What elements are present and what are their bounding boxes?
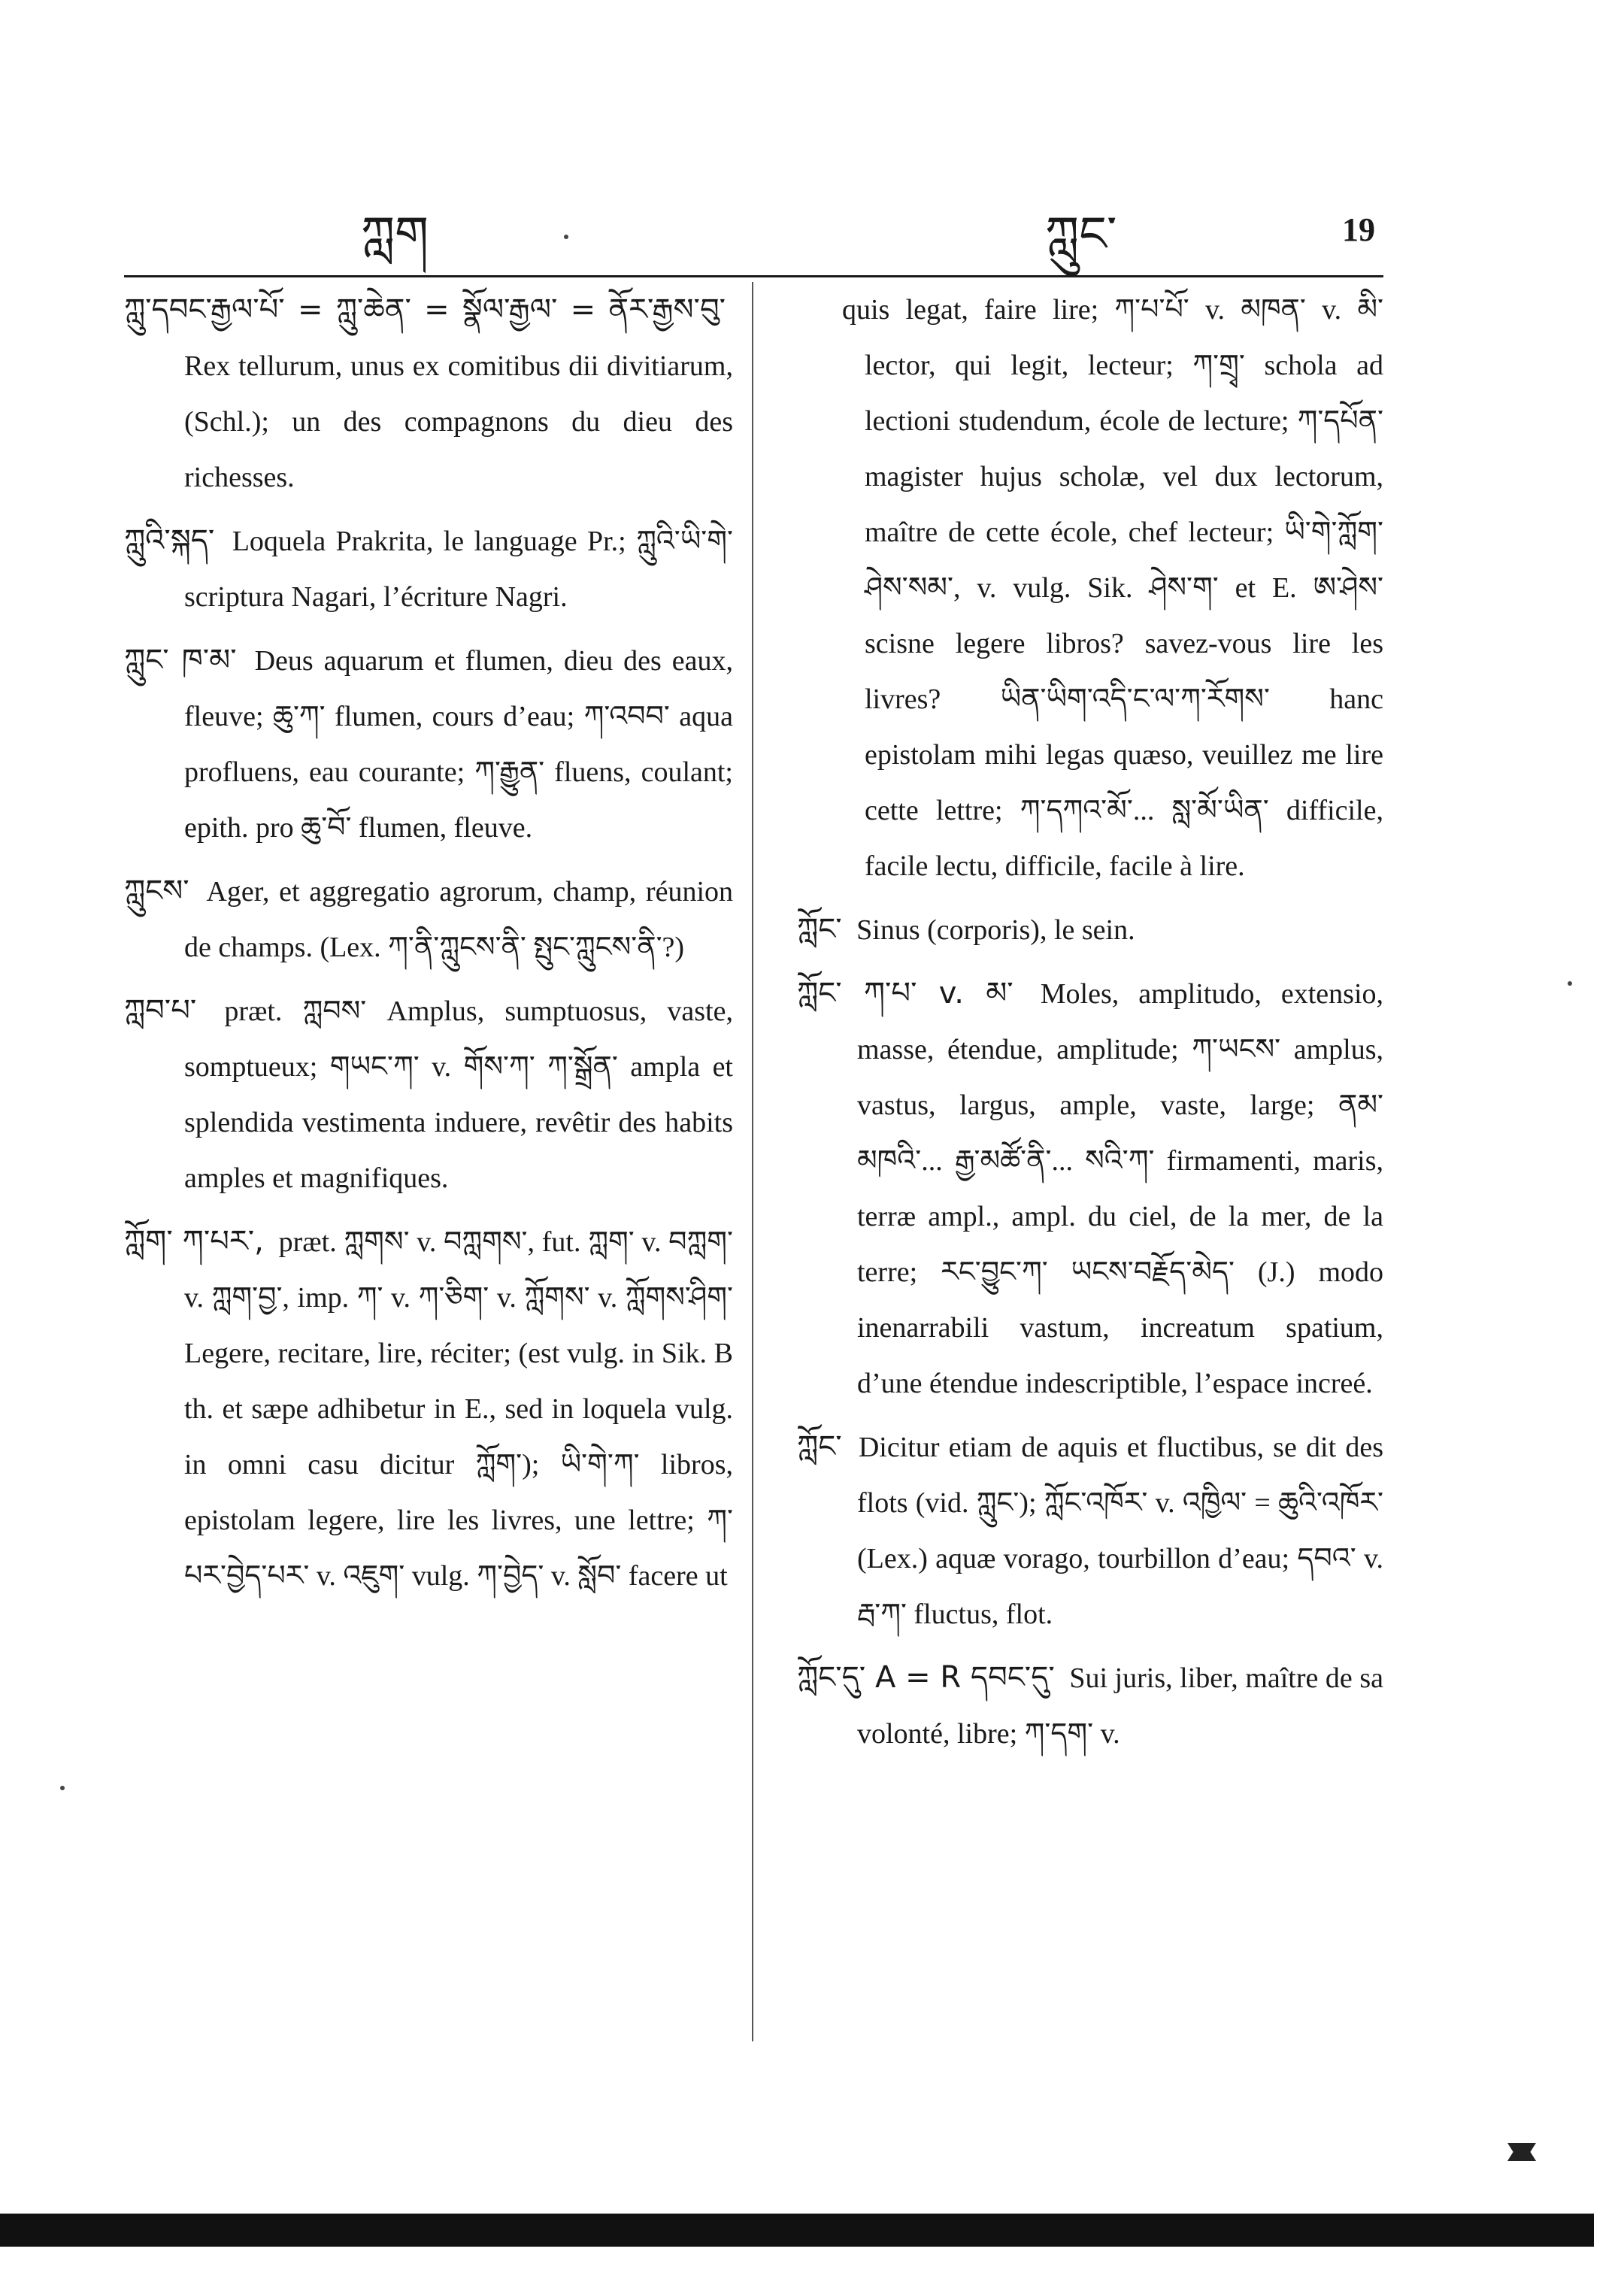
entry-text: Deus aquarum et flumen, dieu des eaux, fleuve; ཆུ་ཀ་ flumen, cours d’eau; ཀ་འབབ་ aqua profluens, eau courante; ཀ་རྒྱུན་ fluens, coulant; epith. pro ཆུ་བོ་ flumen, fleuve. xyxy=(184,645,733,844)
dictionary-entry xyxy=(797,965,1383,1411)
right-running-headword: ཀླུང་ xyxy=(1045,207,1117,262)
page-header xyxy=(0,180,1624,278)
dictionary-entry-continuation xyxy=(797,282,1383,894)
right-column xyxy=(797,282,1383,1769)
scan-bottom-bar xyxy=(0,2214,1594,2247)
page-number: 19 xyxy=(1342,211,1375,248)
dictionary-entry xyxy=(124,1214,733,1604)
dictionary-entry xyxy=(124,282,733,505)
dictionary-entry xyxy=(797,902,1383,958)
dictionary-entry xyxy=(797,1650,1383,1762)
entry-text: præt. ཀླགས་ v. བཀླགས་, fut. ཀླག་ v. བཀླག་ v. ཀླག་བྱ་, imp. ཀ་ v. ཀ་ཅིག་ v. ཀློགས་ v. ཀློགས་ཤིག་ Legere, recitare, lire, réciter; (est vulg. in Sik. B th. et sæpe adhibetur in E., sed in loquela vulg. in omni casu dicitur ཀློག་); ཡི་གེ་ཀ་ libros, epistolam legere, lire les livres, une lettre; ཀ་པར་བྱེད་པར་ v. འཇུག་ vulg. ཀ་བྱེད་ v. སློབ་ facere ut xyxy=(184,1226,734,1592)
entry-lemma: ཀླུ་དབང་རྒྱལ་པོ་ = ཀླུ་ཆེན་ = སྣོལ་རྒྱལ་ = ནོར་རྒྱས་བུ་ xyxy=(124,292,726,327)
entry-lemma: ཀློང་ ཀ་པ་ v. མ་ xyxy=(797,976,1013,1011)
entry-lemma: ཀློག་ ཀ་པར་, xyxy=(124,1224,264,1259)
entry-lemma: ཀླུའི་སྐད་ xyxy=(124,523,215,558)
entry-text: Dicitur etiam de aquis et fluctibus, se dit des flots (vid. ཀླུང་); ཀློང་འཁོར་ v. འཁྱིལ་ = ཆུའི་འཁོར་ (Lex.) aquæ vorago, tourbillon d’eau; དབའ་ v. རྦ་ཀ་ fluctus, flot. xyxy=(857,1432,1384,1630)
entry-lemma: ཀློང་དུ་ A = R དབང་དུ་ xyxy=(797,1660,1055,1695)
dictionary-entry xyxy=(797,1419,1383,1642)
print-speck xyxy=(564,235,568,239)
entry-text: Loquela Prakrita, le language Pr.; ཀླུའི་ཡི་གེ་ scriptura Nagari, l’écriture Nagri. xyxy=(184,526,734,613)
entry-lemma: ཀླུངས་ xyxy=(124,874,189,908)
entry-lemma: ཀློང་ xyxy=(797,912,842,947)
dictionary-entry xyxy=(124,983,733,1206)
dictionary-entry xyxy=(124,863,733,975)
entry-text: præt. ཀླབས་ Amplus, sumptuosus, vaste, somptueux; གཡང་ཀ་ v. གོས་ཀ་ ཀ་སྒྲོན་ ampla et splendida vestimenta induere, revêtir des habits amples et magnifiques. xyxy=(184,996,733,1194)
entry-text: Sui juris, liber, maître de sa volonté, libre; ཀ་དག་ v. xyxy=(857,1662,1383,1750)
entry-lemma: ཀླུང་ ཁ་མ་ xyxy=(124,643,237,677)
entry-text: quis legat, faire lire; ཀ་པ་པོ་ v. མཁན་ v. མི་ lector, qui legit, lecteur; ཀ་གྲྭ་ schola ad lectioni studendum, école de lecture; ཀ་དཔོན་ magister hujus scholæ, vel dux lectorum, maître de cette école, chef lecteur; ཡི་གེ་ཀློག་ཤེས་སམ་, v. vulg. Sik. ཤེས་ག་ et E. ཨ་ཤེས་ scisne legere libros? savez-vous lire les livres? ཡིན་ཡིག་འདི་ང་ལ་ཀ་རོགས་ hanc epistolam mihi legas quæso, veuillez me lire cette lettre; ཀ་དཀའ་མོ་... སླ་མོ་ཡིན་ difficile, facile lectu, difficile, facile à lire. xyxy=(842,294,1383,882)
printer-mark-icon xyxy=(1507,2143,1536,2161)
entry-text: Moles, amplitudo, extensio, masse, étendue, amplitude; ཀ་ཡངས་ amplus, vastus, largus, ample, vaste, large; ནམ་མཁའི་... རྒྱ་མཚོ་ནི་... སའི་ཀ་ firmamenti, maris, terræ ampl., ampl. du ciel, de la mer, de la terre; རང་བྱུང་ཀ་ ཡངས་བརྗོད་མེད་ (J.) modo inenarrabili vastum, increatum spatium, d’une étendue indescriptible, l’espace increé. xyxy=(857,978,1384,1399)
print-speck xyxy=(1568,981,1572,986)
entry-lemma: ཀླབ་པ་ xyxy=(124,993,197,1028)
header-rule xyxy=(124,275,1383,277)
print-speck xyxy=(60,1786,65,1790)
entry-text: Ager, et aggregatio agrorum, champ, réunion de champs. (Lex. ཀ་ནི་ཀླུངས་ནི་ སྤུང་ཀླུངས་ནི་?) xyxy=(184,876,734,963)
left-running-headword: ཀླག xyxy=(361,207,429,262)
dictionary-entry xyxy=(124,632,733,856)
entry-text: Rex tellurum, unus ex comitibus dii divitiarum, (Schl.); un des compagnons du dieu des richesses. xyxy=(184,350,733,493)
left-column xyxy=(124,282,733,1611)
entry-lemma: ཀློང་ xyxy=(797,1429,842,1464)
entry-text: Sinus (corporis), le sein. xyxy=(856,914,1135,946)
column-divider xyxy=(752,282,753,2041)
dictionary-entry xyxy=(124,513,733,625)
